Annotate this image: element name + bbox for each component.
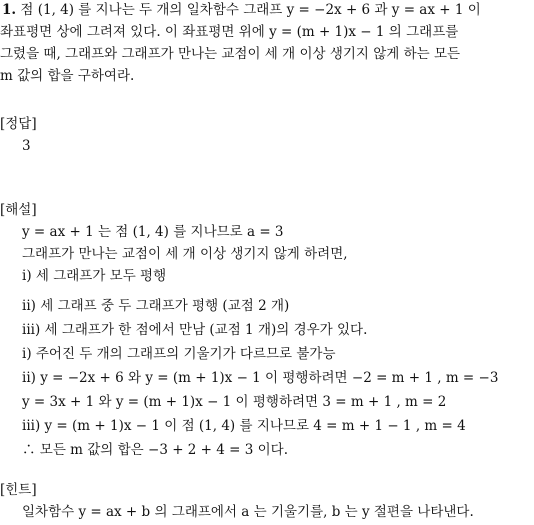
explanation-line-4: ii) 세 그래프 중 두 그래프가 평행 (교점 2 개)	[22, 298, 290, 314]
explanation-header: [해설]	[0, 202, 37, 218]
explanation-line-2: 그래프가 만나는 교점이 세 개 이상 생기지 않게 하려면,	[22, 246, 348, 262]
problem-line-1	[2, 0, 481, 20]
problem-line-4: m 값의 합을 구하여라.	[0, 68, 135, 84]
explanation-line-6: i) 주어진 두 개의 그래프의 기울기가 다르므로 불가능	[22, 346, 336, 362]
problem-line-3: 그렸을 때, 그래프와 그래프가 만나는 교점이 세 개 이상 생기지 않게 하는 모든	[0, 46, 461, 62]
explanation-line-1: y = ax + 1 는 점 (1, 4) 를 지나므로 a = 3	[22, 224, 284, 240]
problem-number: 1.	[2, 2, 17, 18]
explanation-line-8: y = 3x + 1 와 y = (m + 1)x − 1 이 평행하려면 3 = m + 1 , m = 2	[22, 394, 447, 410]
explanation-line-5: iii) 세 그래프가 한 점에서 만남 (교점 1 개)의 경우가 있다.	[22, 322, 368, 338]
explanation-line-10: ∴ 모든 m 값의 합은 −3 + 2 + 4 = 3 이다.	[22, 442, 289, 458]
problem-text-1: 점 (1, 4) 를 지나는 두 개의 일차함수 그래프 y = −2x + 6 과 y = ax + 1 이	[20, 2, 481, 18]
explanation-line-7: ii) y = −2x + 6 와 y = (m + 1)x − 1 이 평행하려면 −2 = m + 1 , m = −3	[22, 370, 499, 386]
explanation-line-3: i) 세 그래프가 모두 평행	[22, 268, 167, 284]
hint-header: [힌트]	[0, 482, 37, 498]
problem-line-2: 좌표평면 상에 그려져 있다. 이 좌표평면 위에 y = (m + 1)x − 1 의 그래프를	[0, 24, 459, 40]
answer-value: 3	[22, 138, 31, 154]
explanation-line-9: iii) y = (m + 1)x − 1 이 점 (1, 4) 를 지나므로 4 = m + 1 − 1 , m = 4	[22, 418, 466, 434]
answer-header: [정답]	[0, 116, 37, 132]
hint-line: 일차함수 y = ax + b 의 그래프에서 a 는 기울기를, b 는 y 절편을 나타낸다.	[22, 504, 474, 520]
